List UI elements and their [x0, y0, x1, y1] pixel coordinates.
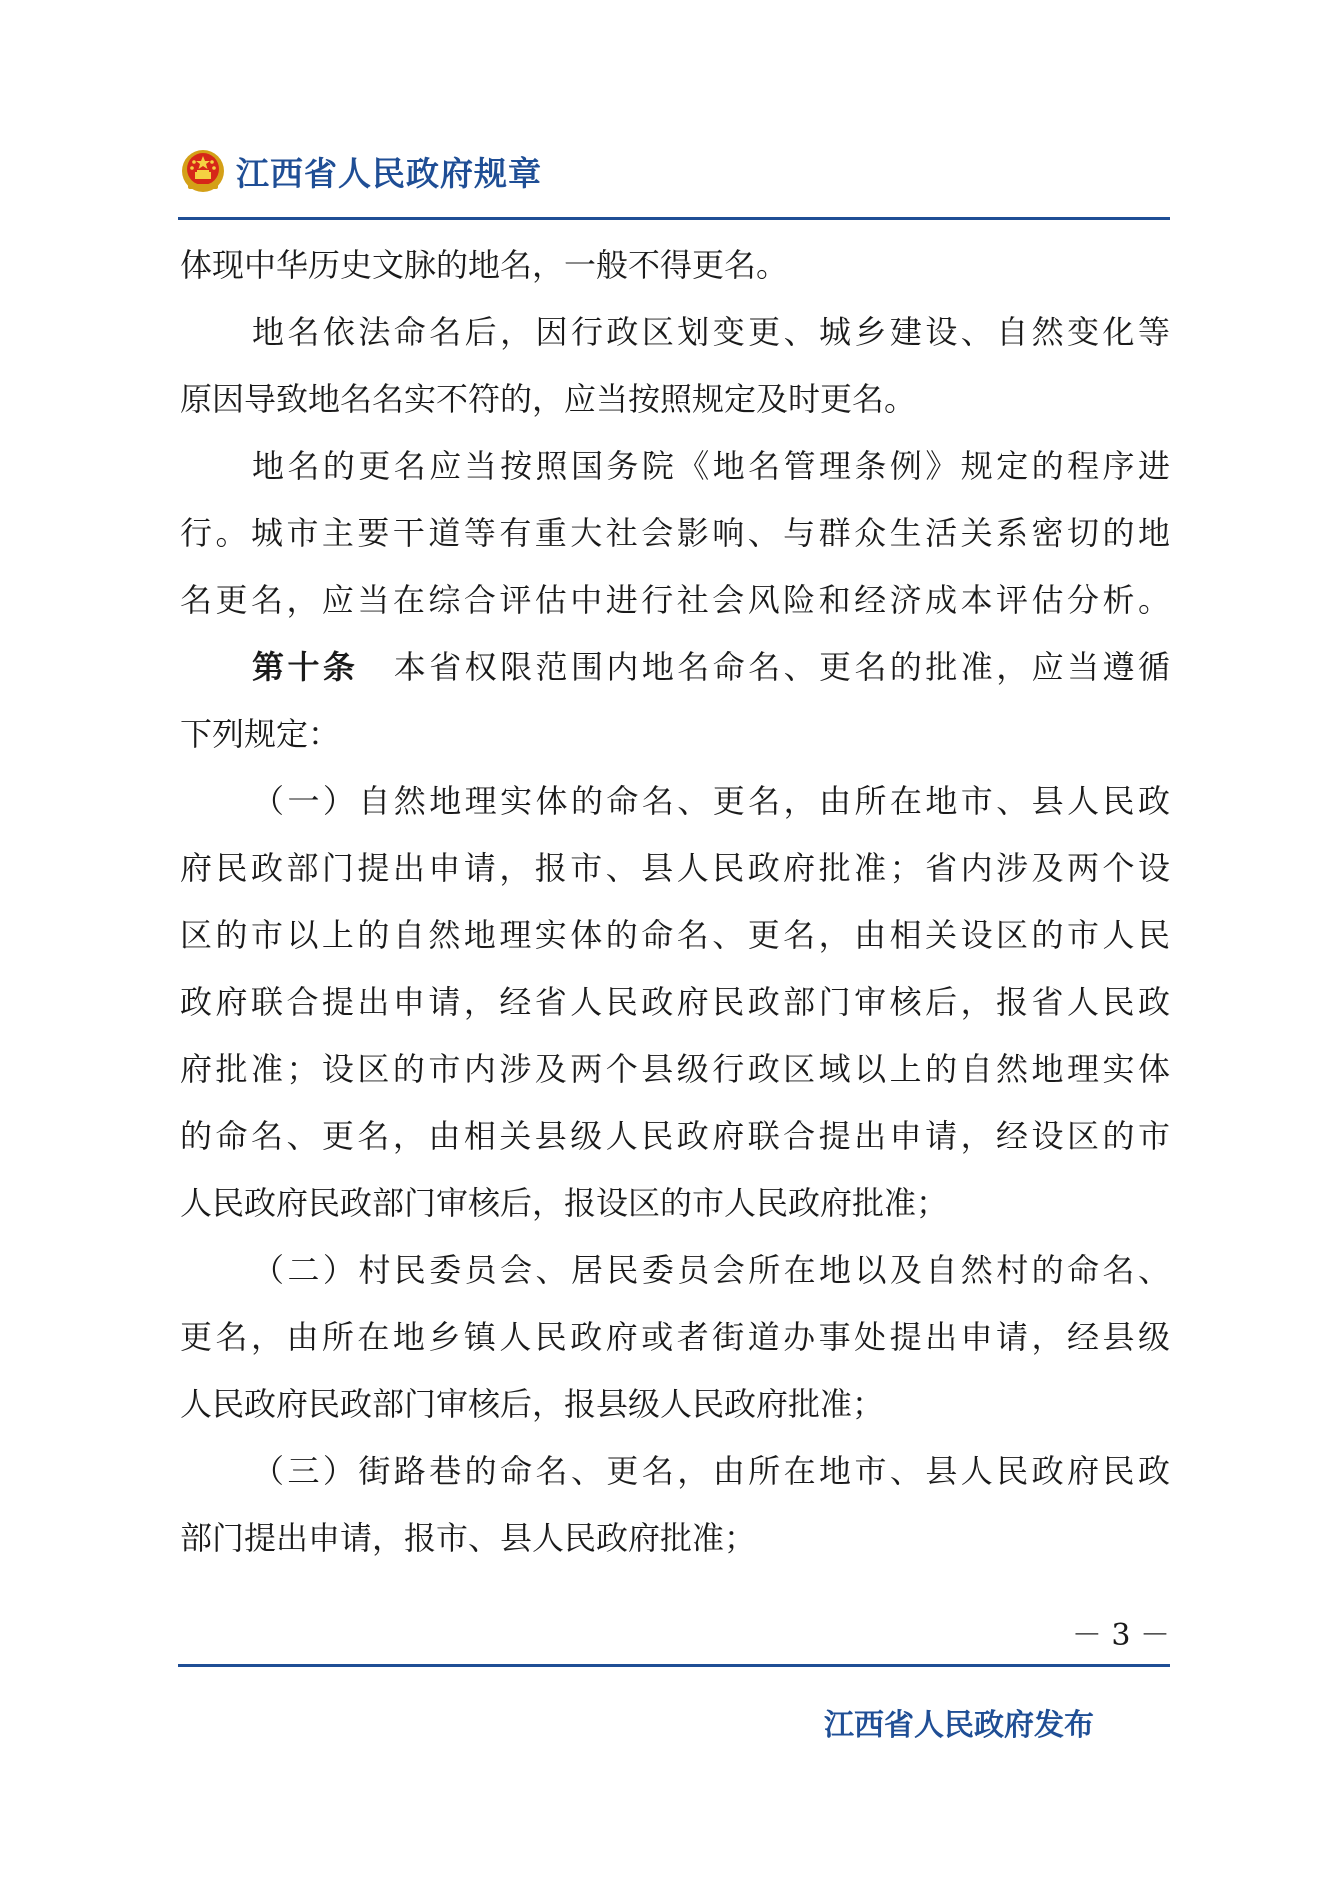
page-number: － 3 －	[1071, 1618, 1170, 1653]
page-header	[180, 146, 542, 196]
text-line: 人民政府民政部门审核后，报县级人民政府批准；	[180, 1385, 885, 1423]
text-line: 区的市以上的自然地理实体的命名、更名，由相关设区的市人民	[180, 916, 1170, 954]
text-line: （三）街路巷的命名、更名，由所在地市、县人民政府民政	[252, 1452, 1170, 1490]
text-line: 体现中华历史文脉的地名，一般不得更名。	[180, 246, 789, 284]
text-line: （一）自然地理实体的命名、更名，由所在地市、县人民政	[252, 782, 1170, 820]
footer-publisher: 江西省人民政府发布	[824, 1708, 1094, 1743]
text-line: 府批准；设区的市内涉及两个县级行政区域以上的自然地理实体	[180, 1050, 1170, 1088]
text-line: 名更名，应当在综合评估中进行社会风险和经济成本评估分析。	[180, 581, 1170, 619]
text-line: 府民政部门提出申请，报市、县人民政府批准；省内涉及两个设	[180, 849, 1170, 887]
text-line: 地名的更名应当按照国务院《地名管理条例》规定的程序进	[252, 447, 1170, 485]
footer-divider	[178, 1664, 1170, 1667]
article-ten-line	[180, 634, 1170, 701]
text-line: 行。城市主要干道等有重大社会影响、与群众生活关系密切的地	[180, 514, 1170, 552]
article-label: 第十条	[252, 648, 359, 686]
text-line: 原因导致地名名实不符的，应当按照规定及时更名。	[180, 380, 917, 418]
header-divider	[178, 217, 1170, 220]
text-line: 的命名、更名，由相关县级人民政府联合提出申请，经设区的市	[180, 1117, 1170, 1155]
text-line: 部门提出申请，报市、县人民政府批准；	[180, 1519, 757, 1557]
text-line: 本省权限范围内地名命名、更名的批准，应当遵循	[393, 648, 1170, 686]
document-body	[180, 232, 1170, 1572]
text-line: 更名，由所在地乡镇人民政府或者街道办事处提出申请，经县级	[180, 1318, 1170, 1356]
national-emblem-icon	[180, 148, 226, 194]
header-title: 江西省人民政府规章	[236, 153, 542, 193]
text-line: 地名依法命名后，因行政区划变更、城乡建设、自然变化等	[252, 313, 1170, 351]
text-line: 人民政府民政部门审核后，报设区的市人民政府批准；	[180, 1184, 949, 1222]
text-line: 下列规定：	[180, 715, 341, 753]
text-line: （二）村民委员会、居民委员会所在地以及自然村的命名、	[252, 1251, 1170, 1289]
text-line: 政府联合提出申请，经省人民政府民政部门审核后，报省人民政	[180, 983, 1170, 1021]
